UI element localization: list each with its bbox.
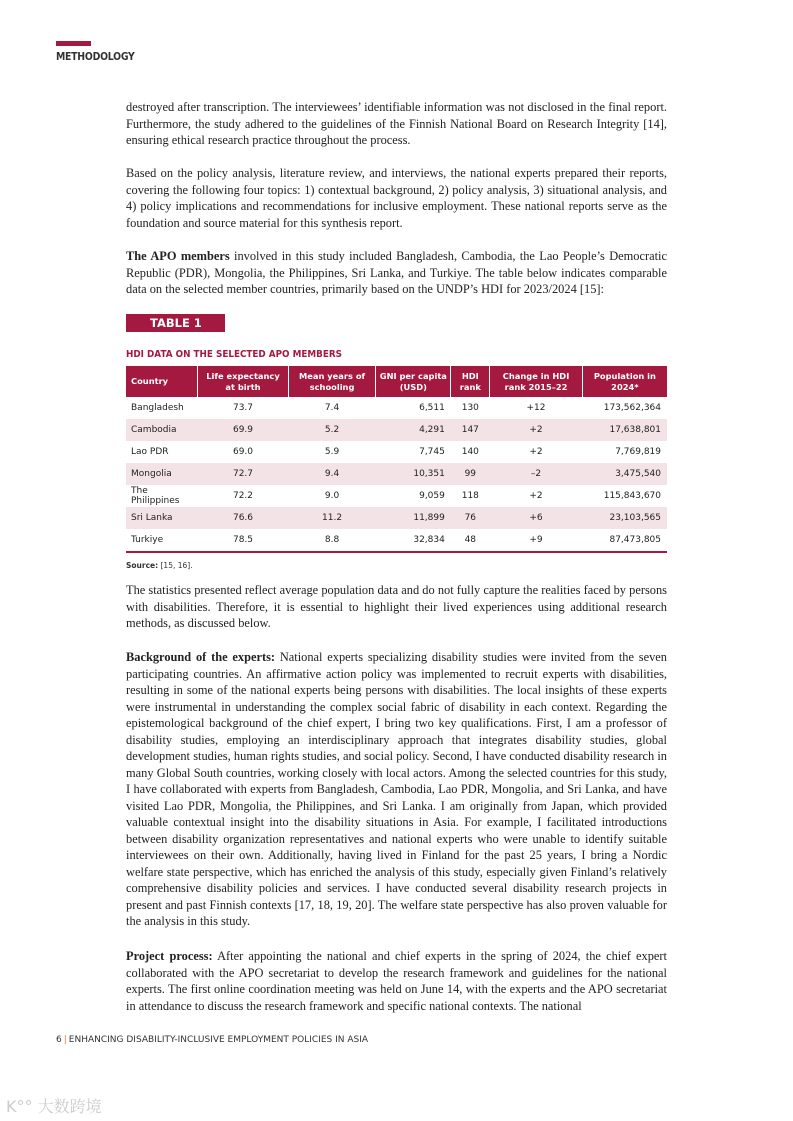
table-cell: 23,103,565 bbox=[582, 507, 667, 529]
table-cell: 5.2 bbox=[288, 419, 376, 441]
table-cell: 73.7 bbox=[232, 403, 254, 413]
column-header: Mean years of schooling bbox=[288, 366, 376, 397]
table-cell: +2 bbox=[490, 419, 583, 441]
table-cell: 3,475,540 bbox=[582, 463, 667, 485]
table-cell: 130 bbox=[461, 403, 479, 413]
table-cell: 17,638,801 bbox=[582, 419, 667, 441]
table-row bbox=[126, 463, 667, 485]
table-cell: 78.5 bbox=[198, 529, 289, 552]
watermark-logo: K°° 大数跨境 bbox=[6, 1097, 102, 1116]
table-row bbox=[126, 529, 667, 552]
table-cell: +2 bbox=[529, 491, 543, 501]
table-cell: 7.4 bbox=[324, 403, 340, 413]
table-cell: 9,059 bbox=[419, 491, 445, 501]
table-cell: 32,834 bbox=[376, 529, 451, 552]
table-cell: 6,511 bbox=[419, 403, 445, 413]
paragraph-6: Project process: After appointing the national and chief experts in the spring of 2024, the chief expert collaborated with the APO secretariat to develop the research framework and guidelines for the national experts. The first online coordination meeting was held on June 14, with the experts and the APO secretariat in attendance to discuss the research framework and specific national contexts. The national bbox=[126, 949, 667, 1013]
table-source: Source: [15, 16]. bbox=[126, 561, 193, 570]
table-cell: 4,291 bbox=[376, 419, 451, 441]
paragraph-3: The APO members involved in this study included Bangladesh, Cambodia, the Lao People’s Democratic Republic (PDR), Mongolia, the Philippines, Sri Lanka, and Turkiye. The table below indicates comparable data on the selected member countries, primarily based on the UNDP’s HDI for 2023/2024 [15]: bbox=[126, 249, 667, 296]
table-cell: 99 bbox=[451, 463, 490, 485]
table-cell: +2 bbox=[529, 447, 543, 457]
table-cell: 140 bbox=[461, 447, 479, 457]
table-cell: Cambodia bbox=[126, 419, 198, 441]
table-cell: 11,899 bbox=[376, 507, 451, 529]
table-cell: 69.9 bbox=[198, 419, 289, 441]
footer-title: ENHANCING DISABILITY-INCLUSIVE EMPLOYMENT POLICIES IN ASIA bbox=[68, 1035, 369, 1045]
column-header: HDI rank bbox=[451, 366, 490, 397]
table-cell: Turkiye bbox=[126, 529, 198, 552]
section-header: METHODOLOGY bbox=[56, 50, 135, 63]
table-row bbox=[126, 441, 667, 463]
column-header: Change in HDI rank 2015–22 bbox=[490, 366, 583, 397]
table-cell: +12 bbox=[526, 403, 546, 413]
table-cell: 9.0 bbox=[324, 491, 340, 501]
table-cell: Lao PDR bbox=[131, 447, 169, 457]
section-accent-bar bbox=[56, 41, 91, 46]
table-row bbox=[126, 485, 667, 507]
table-label: TABLE 1 bbox=[126, 314, 225, 332]
table-cell: –2 bbox=[490, 463, 583, 485]
table-cell: The Philippines bbox=[131, 486, 180, 506]
table-row bbox=[126, 397, 667, 419]
table-cell: 87,473,805 bbox=[582, 529, 667, 552]
table-cell: Bangladesh bbox=[131, 403, 184, 413]
table-cell: 118 bbox=[461, 491, 479, 501]
paragraph-2: Based on the policy analysis, literature review, and interviews, the national experts prepared their reports, covering the following four topics: 1) contextual background, 2) policy analysis, 3) situational analysis, and 4) policy implications and recommendations for inclusive employment. These national reports serve as the foundation and source material for this synthesis report. bbox=[126, 166, 667, 230]
paragraph-1: destroyed after transcription. The interviewees’ identifiable information was not disclosed in the final report. Furthermore, the study adhered to the guidelines of the Finnish National Board on Research Integrity [14], ensuring ethical research practice throughout the process. bbox=[126, 100, 667, 147]
table-cell: 69.0 bbox=[232, 447, 254, 457]
page-number: 6 bbox=[56, 1035, 62, 1045]
table-cell: 11.2 bbox=[288, 507, 376, 529]
paragraph-5: Background of the experts: National experts specializing disability studies were invited from the seven participating countries. An affirmative action policy was implemented to recruit experts with disabilities, resulting in some of the national experts being persons with disabilities. The local insights of these experts were instrumental in understanding the complex social fabric of disability in each context. Regarding the epistemological background of the chief expert, I bring two key qualifications. First, I am a professor of disability studies, employing an interdisciplinary approach that integrates disability studies, global development studies, human rights studies, and social policy. Second, I have conducted disability research in many Global South countries, working closely with local actors. Among the selected countries for this study, I have collaborated with experts from Bangladesh, Cambodia, Lao PDR, Mongolia, and Sri Lanka, and have visited Lao PDR, Mongolia, the Philippines, and Sri Lanka. I am originally from Japan, which provided valuable contextual insight into the disability situations in Asia. For example, I facilitated introductions between disability organization representatives and national experts who were unable to identify suitable interviewees on their own. Additionally, having lived in Finland for the past 25 years, I bring a Nordic welfare state perspective, which has enriched the analysis of this study, especially given Finland’s relatively comprehensive disability policies and services. I have conducted several disability research projects in present and past Finnish contexts [17, 18, 19, 20]. The welfare state perspective has also proven valuable for the analysis in this study. bbox=[126, 650, 667, 928]
table-row bbox=[126, 419, 667, 441]
table-cell: 72.7 bbox=[198, 463, 289, 485]
table-cell: 115,843,670 bbox=[603, 491, 661, 501]
table-title: HDI DATA ON THE SELECTED APO MEMBERS bbox=[126, 349, 342, 360]
hdi-table bbox=[126, 366, 667, 553]
column-header: Country bbox=[126, 366, 198, 397]
table-cell: 7,769,819 bbox=[615, 447, 661, 457]
table-header-row bbox=[126, 366, 667, 397]
table-row bbox=[126, 507, 667, 529]
table-cell: 147 bbox=[451, 419, 490, 441]
table-cell: 7,745 bbox=[419, 447, 445, 457]
table-cell: 10,351 bbox=[376, 463, 451, 485]
column-header: GNI per capita (USD) bbox=[376, 366, 451, 397]
column-header: Life expectancy at birth bbox=[198, 366, 289, 397]
paragraph-4: The statistics presented reflect average population data and do not fully capture the realities faced by persons with disabilities. Therefore, it is essential to highlight their lived experiences using additional research methods, as discussed below. bbox=[126, 583, 667, 630]
table-cell: +9 bbox=[490, 529, 583, 552]
table-cell: 72.2 bbox=[232, 491, 254, 501]
table-cell: 173,562,364 bbox=[603, 403, 661, 413]
table-cell: 8.8 bbox=[288, 529, 376, 552]
table-cell: 48 bbox=[451, 529, 490, 552]
column-header: Population in 2024* bbox=[582, 366, 667, 397]
table-cell: 5.9 bbox=[324, 447, 340, 457]
table-cell: Sri Lanka bbox=[126, 507, 198, 529]
table-cell: +6 bbox=[490, 507, 583, 529]
table-cell: 76 bbox=[451, 507, 490, 529]
table-cell: Mongolia bbox=[126, 463, 198, 485]
page-footer: 6 | ENHANCING DISABILITY-INCLUSIVE EMPLOYMENT POLICIES IN ASIA bbox=[56, 1035, 369, 1045]
table-cell: 9.4 bbox=[288, 463, 376, 485]
table-cell: 76.6 bbox=[198, 507, 289, 529]
